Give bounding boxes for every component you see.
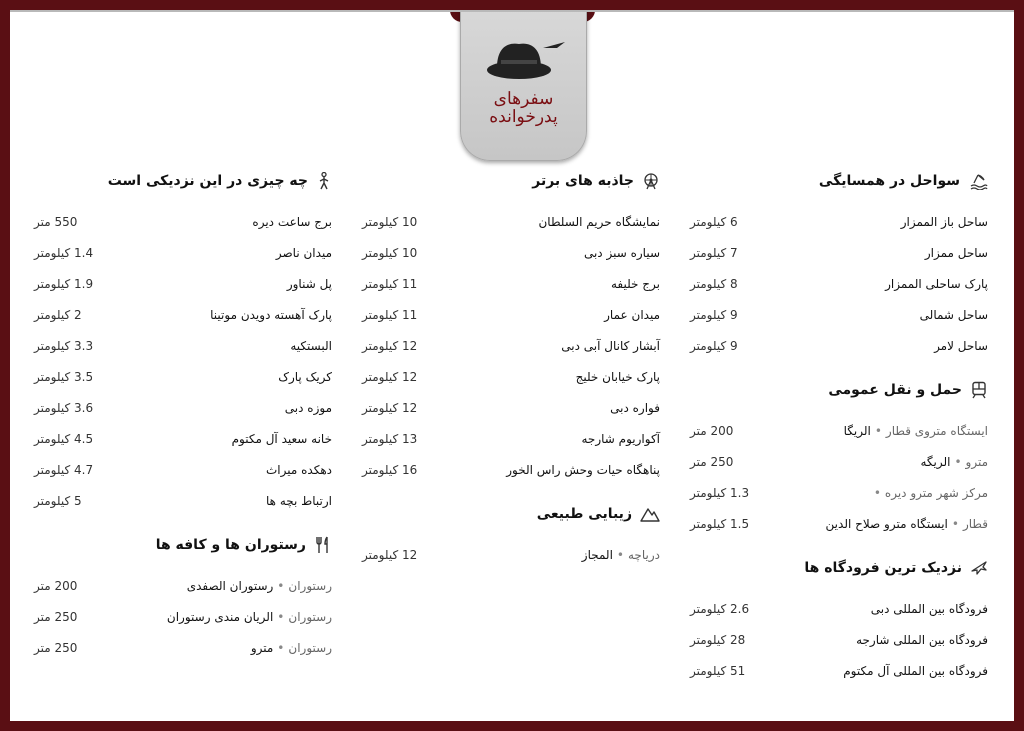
section-attractions (362, 170, 660, 485)
attractions-row (362, 392, 660, 423)
nature-item-title: المجاز (581, 547, 613, 562)
nearby-row (34, 392, 332, 423)
section-beaches (690, 170, 988, 361)
attractions-item-name: نمایشگاه حریم السلطان (538, 214, 660, 229)
nearby-item-distance: 1.4 کیلومتر (34, 245, 94, 260)
separator-dot: • (873, 485, 881, 500)
fork-knife-icon (314, 536, 332, 554)
nature-item-distance: 12 کیلومتر (362, 547, 418, 562)
nearby-item-distance: 4.7 کیلومتر (34, 462, 94, 477)
section-restaurants-header: رستوران ها و کافه ها (34, 534, 332, 556)
nearby-item-name: میدان ناصر (275, 245, 332, 260)
attractions-item-name: سیاره سبز دبی (583, 245, 660, 260)
attractions-item-name: پناهگاه حیات وحش راس الخور (506, 462, 660, 477)
nearby-item-name: موزه دبی (284, 400, 332, 415)
mountain-icon (640, 506, 660, 522)
attractions-row (362, 361, 660, 392)
beach-icon (968, 172, 988, 190)
restaurants-item-title: رستوران الصفدی (186, 578, 274, 593)
nearby-item-name: پل شناور (286, 276, 332, 291)
separator-dot: • (277, 609, 285, 624)
nature-item-name (582, 548, 660, 562)
restaurants-item-distance: 250 متر (34, 640, 78, 655)
restaurants-item-type: رستوران (288, 578, 332, 593)
transport-item-name (826, 517, 988, 531)
attractions-item-distance: 10 کیلومتر (362, 214, 418, 229)
transport-item-type: ایستگاه متروی قطار (885, 423, 988, 438)
section-nearby (34, 170, 332, 516)
section-airports-header: نزدیک ترین فرودگاه ها (690, 557, 988, 579)
nearby-row (34, 299, 332, 330)
attractions-item-distance: 12 کیلومتر (362, 338, 418, 353)
separator-dot: • (277, 578, 285, 593)
section-beaches-header: سواحل در همسایگی (690, 170, 988, 192)
beaches-item-distance: 6 کیلومتر (690, 214, 738, 229)
transport-row (690, 508, 988, 539)
nature-item-type: دریاچه (628, 547, 660, 562)
attractions-item-distance: 13 کیلومتر (362, 431, 418, 446)
transport-row (690, 446, 988, 477)
attractions-row (362, 206, 660, 237)
nearby-row (34, 361, 332, 392)
section-transport-header: حمل و نقل عمومی (690, 379, 988, 401)
restaurants-item-name (167, 610, 332, 624)
airports-row (690, 624, 988, 655)
nearby-row (34, 237, 332, 268)
airplane-icon (970, 559, 988, 577)
walking-person-icon (316, 172, 332, 190)
nearby-item-distance: 1.9 کیلومتر (34, 276, 94, 291)
section-nature (362, 503, 660, 570)
attractions-item-name: آبشار کانال آبی دبی (561, 338, 660, 353)
airports-row (690, 655, 988, 686)
nearby-item-name: البستکیه (290, 338, 332, 353)
attractions-item-name: فواره دبی (610, 400, 660, 415)
nearby-row (34, 485, 332, 516)
attractions-item-name: پارک خیابان خلیج (575, 369, 660, 384)
restaurants-item-title: مترو (250, 640, 274, 655)
nearby-row (34, 423, 332, 454)
beaches-row (690, 237, 988, 268)
attractions-row (362, 237, 660, 268)
attractions-item-distance: 11 کیلومتر (362, 276, 418, 291)
nature-row (362, 539, 660, 570)
attractions-item-name: آکواریوم شارجه (581, 431, 660, 446)
attractions-item-distance: 12 کیلومتر (362, 400, 418, 415)
separator-dot: • (951, 516, 959, 531)
restaurants-item-title: الریان مندی رستوران (166, 609, 274, 624)
attractions-item-name: میدان عمار (604, 307, 660, 322)
beaches-item-name: ساحل لامر (934, 338, 988, 353)
nearby-row (34, 206, 332, 237)
nearby-item-distance: 5 کیلومتر (34, 493, 82, 508)
transport-item-distance: 1.3 کیلومتر (690, 485, 750, 500)
transport-item-type: قطار (962, 516, 988, 531)
transport-item-type: مترو (965, 454, 988, 469)
separator-dot: • (277, 640, 285, 655)
nearby-item-distance: 3.6 کیلومتر (34, 400, 94, 415)
nearby-item-distance: 3.3 کیلومتر (34, 338, 94, 353)
column-middle (362, 162, 660, 588)
nearby-row (34, 268, 332, 299)
nearby-item-distance: 550 متر (34, 214, 78, 229)
nearby-item-name: کریک پارک (278, 369, 332, 384)
attractions-item-distance: 16 کیلومتر (362, 462, 418, 477)
airports-item-distance: 2.6 کیلومتر (690, 601, 750, 616)
logo-badge[interactable] (460, 10, 587, 161)
airports-row (690, 593, 988, 624)
nearby-item-distance: 4.5 کیلومتر (34, 431, 94, 446)
nearby-item-name: دهکده میراث (266, 462, 332, 477)
section-transport (690, 379, 988, 539)
airports-item-distance: 28 کیلومتر (690, 632, 746, 647)
section-nearby-header: چه چیزی در این نزدیکی است (34, 170, 332, 192)
section-airports (690, 557, 988, 686)
separator-dot: • (954, 454, 962, 469)
section-nature-header: زیبایی طبیعی (362, 503, 660, 525)
attractions-item-name: برج خلیفه (610, 276, 660, 291)
attractions-item-distance: 10 کیلومتر (362, 245, 418, 260)
airports-item-name: فرودگاه بین المللی دبی (870, 601, 988, 616)
nearby-item-name: پارک آهسته دویدن موتینا (210, 307, 332, 322)
restaurants-item-distance: 200 متر (34, 578, 78, 593)
transport-item-title: الریگا (843, 423, 871, 438)
beaches-item-distance: 9 کیلومتر (690, 307, 738, 322)
nearby-row (34, 454, 332, 485)
airports-item-distance: 51 کیلومتر (690, 663, 746, 678)
beaches-item-distance: 9 کیلومتر (690, 338, 738, 353)
beaches-item-name: ساحل شمالی (919, 307, 988, 322)
section-attractions-header: جاذبه های برتر (362, 170, 660, 192)
train-icon (970, 381, 988, 399)
restaurants-row (34, 570, 332, 601)
attractions-item-distance: 12 کیلومتر (362, 369, 418, 384)
nearby-item-name: برج ساعت دیره (252, 214, 332, 229)
airports-item-name: فرودگاه بین المللی شارجه (856, 632, 988, 647)
beaches-item-distance: 7 کیلومتر (690, 245, 738, 260)
beaches-item-name: ساحل باز الممزار (900, 214, 988, 229)
restaurants-item-name (187, 579, 332, 593)
restaurants-item-type: رستوران (288, 609, 332, 624)
nearby-row (34, 330, 332, 361)
transport-item-name (870, 486, 988, 500)
transport-item-distance: 250 متر (690, 454, 734, 469)
nearby-item-name: ارتباط بچه ها (266, 493, 332, 508)
page-frame (10, 10, 1014, 721)
logo-text: سفرهای پدرخوانده (489, 89, 558, 127)
transport-row (690, 477, 988, 508)
beaches-item-name: ساحل ممزار (924, 245, 988, 260)
hat-icon (461, 18, 586, 88)
restaurants-row (34, 632, 332, 663)
section-restaurants (34, 534, 332, 663)
separator-dot: • (616, 547, 624, 562)
restaurants-row (34, 601, 332, 632)
transport-item-name (844, 424, 988, 438)
attractions-row (362, 423, 660, 454)
airports-item-name: فرودگاه بین المللی آل مکتوم (843, 663, 988, 678)
nearby-item-distance: 3.5 کیلومتر (34, 369, 94, 384)
transport-item-distance: 1.5 کیلومتر (690, 516, 750, 531)
attractions-item-distance: 11 کیلومتر (362, 307, 418, 322)
transport-item-name (920, 455, 988, 469)
separator-dot: • (874, 423, 882, 438)
column-left (34, 162, 332, 681)
beaches-row (690, 268, 988, 299)
transport-item-title: الریگه (920, 454, 951, 469)
restaurants-item-distance: 250 متر (34, 609, 78, 624)
attractions-row (362, 268, 660, 299)
transport-item-type: مرکز شهر مترو دیره (884, 485, 988, 500)
transport-item-title: ایستگاه مترو صلاح الدین (825, 516, 948, 531)
beaches-row (690, 330, 988, 361)
beaches-item-name: پارک ساحلی الممزار (885, 276, 988, 291)
nearby-item-distance: 2 کیلومتر (34, 307, 82, 322)
nearby-item-name: خانه سعید آل مکتوم (231, 431, 332, 446)
restaurants-item-type: رستوران (288, 640, 332, 655)
transport-item-distance: 200 متر (690, 423, 734, 438)
column-right (690, 162, 988, 704)
attractions-row (362, 454, 660, 485)
ferris-wheel-icon (642, 172, 660, 190)
attractions-row (362, 330, 660, 361)
beaches-row (690, 206, 988, 237)
attractions-row (362, 299, 660, 330)
beaches-row (690, 299, 988, 330)
beaches-item-distance: 8 کیلومتر (690, 276, 738, 291)
transport-row (690, 415, 988, 446)
restaurants-item-name (251, 641, 332, 655)
